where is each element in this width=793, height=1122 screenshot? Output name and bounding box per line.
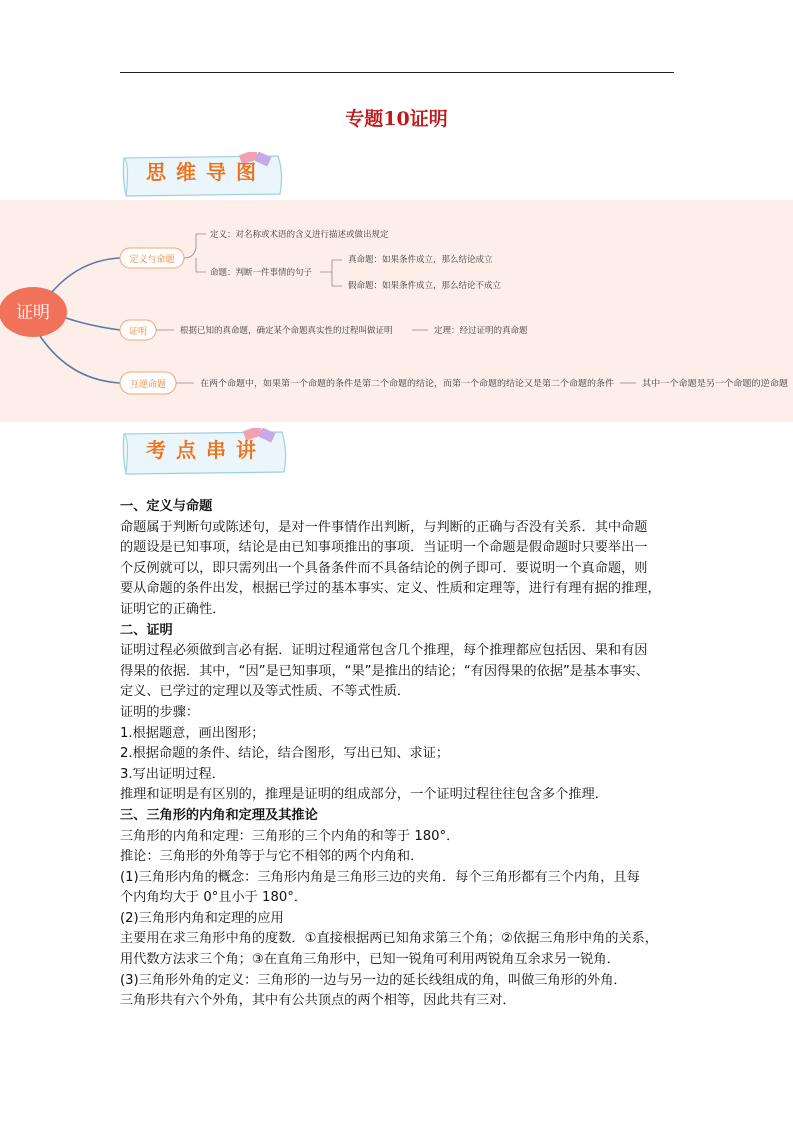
body-line: 个反例就可以，即只需列出一个具备条件而不具备结论的例子即可．要说明一个真命题，则: [120, 560, 648, 576]
section-heading: 三、三角形的内角和定理及其推论: [120, 807, 318, 823]
mind-map-converse-text: 在两个命题中，如果第一个命题的条件是第二个命题的结论，而第一个命题的结论又是第二个命题的条件: [200, 379, 592, 389]
mindmap-banner: [120, 152, 290, 198]
body-line: (3)三角形外角的定义：三角形的一边与另一边的延长线组成的角，叫做三角形的外角．: [120, 972, 627, 988]
body-line: 得果的依据．其中，“因”是已知事项，“果”是推出的结论；“有因得果的依据”是基本事实、: [120, 663, 649, 679]
body-line: 证明它的正确性．: [120, 601, 226, 617]
body-line: 1.根据题意，画出图形；: [120, 725, 265, 741]
key-points-banner-label: 考点串讲: [146, 438, 266, 462]
body-line: 推论：三角形的外角等于与它不相邻的两个内角和．: [120, 849, 424, 865]
body-line: 三角形的内角和定理：三角形的三个内角的和等于 180°．: [120, 828, 460, 844]
mind-map-proposition-text: 命题：判断一件事情的句子: [210, 268, 313, 278]
body-line: 的题设是已知事项，结论是由已知事项推出的事项．当证明一个命题是假命题时只要举出一: [120, 540, 648, 556]
body-line: 用代数方法求三个角；③在直角三角形中，已知一锐角可利用两锐角互余求另一锐角．: [120, 952, 620, 968]
body-line: (2)三角形内角和定理的应用: [120, 910, 284, 926]
body-line: 3.写出证明过程．: [120, 766, 225, 782]
mind-map-true-proposition: 真命题：如果条件成立，那么结论成立: [348, 255, 493, 265]
header-rule: [120, 72, 674, 73]
mind-map-converse-extra: 其中一个命题是另一个命题的逆命题: [642, 379, 779, 389]
body-line: 个内角均大于 0°且小于 180°．: [120, 890, 308, 906]
body-line: 主要用在求三角形中角的度数．①直接根据两已知角求第三个角；②依据三角形中角的关系，: [120, 931, 658, 947]
key-points-banner: [120, 428, 290, 474]
mind-map-definition-text: 定义：对名称或术语的含义进行描述或做出规定: [210, 230, 389, 240]
section-heading: 二、证明: [120, 622, 173, 638]
mindmap-banner-label: 思维导图: [146, 160, 266, 184]
article-body: [120, 497, 680, 1012]
mind-map-proof-text: 根据已知的真命题，确定某个命题真实性的过程叫做证明: [180, 326, 393, 336]
body-line: (1)三角形内角的概念：三角形内角是三角形三边的夹角．每个三角形都有三个内角，且每: [120, 869, 640, 885]
mind-map-false-proposition: 假命题：如果条件成立，那么结论不成立: [348, 281, 502, 291]
mind-map-root-label: 证明: [16, 303, 50, 323]
body-line: 三角形共有六个外角，其中有公共顶点的两个相等，因此共有三对．: [120, 993, 516, 1009]
body-line: 要从命题的条件出发，根据已学过的基本事实、定义、性质和定理等，进行有理有据的推理，: [120, 581, 661, 597]
mind-map-diagram: [0, 200, 793, 422]
branch-label-proof: 证明: [128, 327, 148, 337]
body-line: 推理和证明是有区别的，推理是证明的组成部分，一个证明过程往往包含多个推理．: [120, 787, 608, 803]
branch-label-converse: 互逆命题: [129, 380, 167, 390]
section-heading: 一、定义与命题: [120, 499, 213, 514]
mind-map-theorem-text: 定理：经过证明的真命题: [434, 326, 528, 336]
mind-map: [0, 200, 793, 422]
branch-label-definition: 定义与命题: [129, 255, 175, 265]
body-line: 证明过程必须做到言必有据．证明过程通常包含几个推理，每个推理都应包括因、果和有因: [120, 643, 648, 659]
body-line: 证明的步骤：: [120, 704, 200, 720]
body-line: 命题属于判断句或陈述句，是对一件事情作出判断，与判断的正确与否没有关系．其中命题: [120, 519, 648, 535]
body-line: 2.根据命题的条件、结论，结合图形，写出已知、求证；: [120, 746, 450, 762]
page-title: 专题10证明: [345, 108, 448, 130]
body-line: 定义、已学过的定理以及等式性质、不等式性质．: [120, 684, 411, 700]
